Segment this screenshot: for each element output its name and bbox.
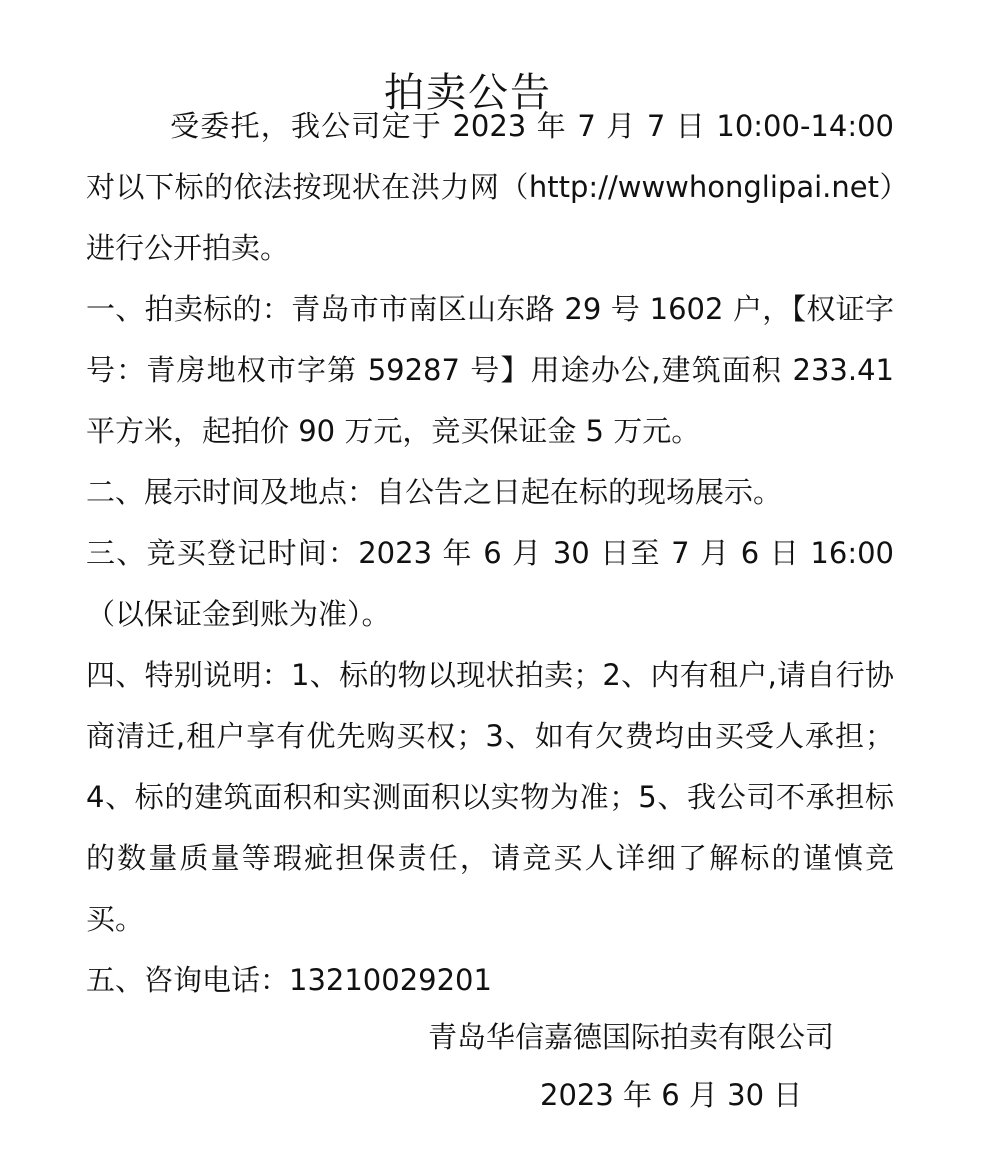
signature-block: [428, 1008, 868, 1124]
notice-item-auction-subject: 一、拍卖标的：青岛市市南区山东路 29 号 1602 户，【权证字号：青房地权市字第 59287 号】用途办公,建筑面积 233.41 平方米，起拍价 90 万元，竞买保证金 5 万元。: [86, 292, 894, 448]
notice-title: 拍卖公告: [384, 69, 552, 116]
notice-item-registration-time: 三、竞买登记时间：2023 年 6 月 30 日至 7 月 6 日 16:00（以保证金到账为准）。: [86, 536, 894, 631]
notice-item-display-time: 二、展示时间及地点：自公告之日起在标的现场展示。: [86, 475, 783, 509]
notice-body: [86, 96, 894, 1011]
company-name: 青岛华信嘉德国际拍卖有限公司: [428, 1020, 835, 1054]
notice-intro: 受委托，我公司定于 2023 年 7 月 7 日 10:00-14:00 对以下标的依法按现状在洪力网（http://wwwhonglipai.net）进行公开拍卖。: [86, 109, 894, 265]
notice-date: 2023 年 6 月 30 日: [540, 1078, 803, 1112]
notice-item-contact-phone: 五、咨询电话：13210029201: [86, 963, 492, 997]
notice-item-special-notes: 四、特别说明：1、标的物以现状拍卖；2、内有租户,请自行协商清迁,租户享有优先购买权；3、如有欠费均由买受人承担；4、标的建筑面积和实测面积以实物为准；5、我公司不承担标的数量质量等瑕疵担保责任，请竞买人详细了解标的谨慎竞买。: [86, 658, 894, 936]
